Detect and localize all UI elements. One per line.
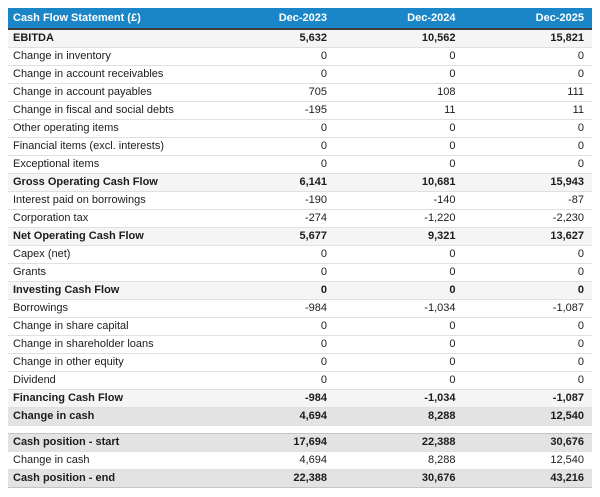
cell-value: 0 [320, 338, 328, 350]
table-row [8, 264, 592, 282]
table-row [8, 29, 592, 48]
table-row [8, 48, 592, 66]
cell-value: 6,141 [299, 176, 328, 188]
row-label: Investing Cash Flow [13, 284, 120, 296]
cell-value: 0 [320, 320, 328, 332]
cell-value: 0 [577, 284, 584, 296]
cell-value: 12,540 [550, 454, 584, 466]
cell-value: 12,540 [550, 410, 584, 422]
cell-value: 0 [449, 50, 456, 62]
table-row [8, 156, 592, 174]
table-row [8, 174, 592, 192]
table-row [8, 282, 592, 300]
table-row [8, 66, 592, 84]
cell-value: -87 [568, 194, 584, 206]
row-label: EBITDA [13, 32, 54, 44]
cell-value: 11 [572, 104, 584, 116]
cell-value: 0 [449, 248, 456, 260]
cell-value: 0 [577, 158, 584, 170]
row-label: Interest paid on borrowings [13, 194, 146, 206]
table-row [8, 452, 592, 470]
cash-position-table [8, 433, 592, 488]
cell-value: 0 [320, 374, 328, 386]
cell-value: 0 [577, 356, 584, 368]
cell-value: 0 [449, 158, 456, 170]
cell-value: 0 [577, 140, 584, 152]
cell-value: 0 [449, 374, 456, 386]
row-label: Change in cash [13, 410, 95, 422]
row-label: Dividend [13, 374, 56, 386]
cell-value: 0 [449, 122, 456, 134]
table-row [8, 390, 592, 408]
row-label: Other operating items [13, 122, 119, 134]
cell-value: 0 [320, 122, 328, 134]
cell-value: -1,087 [552, 302, 584, 314]
cell-value: 705 [308, 86, 328, 98]
cell-value: 15,821 [550, 32, 584, 44]
cell-value: 30,676 [421, 472, 456, 484]
cell-value: -140 [433, 194, 456, 206]
row-label: Cash position - end [13, 472, 116, 484]
cell-value: 0 [449, 356, 456, 368]
column-header-dec-2023: Dec-2023 [207, 8, 335, 29]
row-label: Change in inventory [13, 50, 111, 62]
row-label: Financing Cash Flow [13, 392, 124, 404]
cell-value: 15,943 [550, 176, 584, 188]
row-label: Capex (net) [13, 248, 71, 260]
cell-value: 0 [320, 50, 328, 62]
cell-value: 0 [320, 356, 328, 368]
cell-value: 30,676 [550, 436, 584, 448]
cell-value: 0 [577, 374, 584, 386]
table-row [8, 84, 592, 102]
table-row [8, 138, 592, 156]
cash-flow-table [8, 8, 592, 426]
cell-value: -195 [305, 104, 328, 116]
cell-value: 0 [577, 50, 584, 62]
table-row [8, 210, 592, 228]
cell-value: 0 [320, 284, 328, 296]
cell-value: -274 [305, 212, 328, 224]
row-label: Cash position - start [13, 436, 120, 448]
cell-value: -1,034 [424, 302, 456, 314]
table-row [8, 300, 592, 318]
table-title: Cash Flow Statement (£) [8, 8, 207, 29]
cell-value: 8,288 [427, 410, 456, 422]
cell-value: -2,230 [552, 212, 584, 224]
cell-value: 9,321 [427, 230, 456, 242]
column-header-dec-2024: Dec-2024 [335, 8, 463, 29]
cell-value: 0 [449, 140, 456, 152]
table-row [8, 470, 592, 488]
cell-value: 0 [577, 266, 584, 278]
cell-value: 13,627 [550, 230, 584, 242]
column-header-dec-2025: Dec-2025 [464, 8, 593, 29]
cell-value: 0 [577, 248, 584, 260]
cell-value: 0 [577, 122, 584, 134]
cell-value: 0 [577, 338, 584, 350]
row-label: Grants [13, 266, 47, 278]
table-row [8, 318, 592, 336]
cell-value: 0 [577, 68, 584, 80]
cell-value: 0 [449, 68, 456, 80]
row-label: Change in cash [13, 454, 90, 466]
row-label: Corporation tax [13, 212, 89, 224]
cell-value: -190 [305, 194, 328, 206]
cell-value: 10,681 [421, 176, 456, 188]
cell-value: 0 [320, 266, 328, 278]
row-label: Net Operating Cash Flow [13, 230, 144, 242]
cell-value: 17,694 [293, 436, 328, 448]
table-row [8, 336, 592, 354]
table-row [8, 120, 592, 138]
cell-value: -1,220 [424, 212, 456, 224]
cell-value: 5,677 [299, 230, 328, 242]
cell-value: 0 [320, 158, 328, 170]
cell-value: 0 [320, 140, 328, 152]
cell-value: 0 [320, 68, 328, 80]
cell-value: 0 [320, 248, 328, 260]
cell-value: -984 [305, 392, 328, 404]
cell-value: 111 [567, 86, 584, 98]
cell-value: -984 [305, 302, 328, 314]
cell-value: 5,632 [299, 32, 328, 44]
cell-value: -1,087 [552, 392, 584, 404]
row-label: Change in account payables [13, 86, 152, 98]
row-label: Change in account receivables [13, 68, 164, 80]
cell-value: 22,388 [421, 436, 456, 448]
cell-value: 0 [577, 320, 584, 332]
table-row [8, 228, 592, 246]
cell-value: 22,388 [293, 472, 328, 484]
cell-value: 4,694 [299, 410, 328, 422]
row-label: Gross Operating Cash Flow [13, 176, 158, 188]
table-row [8, 434, 592, 452]
table-header-row [8, 8, 592, 29]
table-row [8, 102, 592, 120]
table-row [8, 246, 592, 264]
cell-value: -1,034 [424, 392, 456, 404]
cell-value: 11 [444, 104, 456, 116]
row-label: Change in share capital [13, 320, 129, 332]
cell-value: 108 [437, 86, 456, 98]
cell-value: 43,216 [550, 472, 584, 484]
row-label: Exceptional items [13, 158, 100, 170]
row-label: Change in fiscal and social debts [13, 104, 174, 116]
row-label: Change in other equity [13, 356, 124, 368]
cell-value: 10,562 [421, 32, 456, 44]
table-row [8, 372, 592, 390]
cell-value: 8,288 [427, 454, 456, 466]
cell-value: 0 [449, 320, 456, 332]
table-row [8, 408, 592, 426]
table-row [8, 354, 592, 372]
row-label: Change in shareholder loans [13, 338, 154, 350]
cell-value: 0 [449, 338, 456, 350]
row-label: Borrowings [13, 302, 69, 314]
row-label: Financial items (excl. interests) [13, 140, 164, 152]
cell-value: 4,694 [299, 454, 328, 466]
cell-value: 0 [449, 284, 456, 296]
table-row [8, 192, 592, 210]
cell-value: 0 [449, 266, 456, 278]
